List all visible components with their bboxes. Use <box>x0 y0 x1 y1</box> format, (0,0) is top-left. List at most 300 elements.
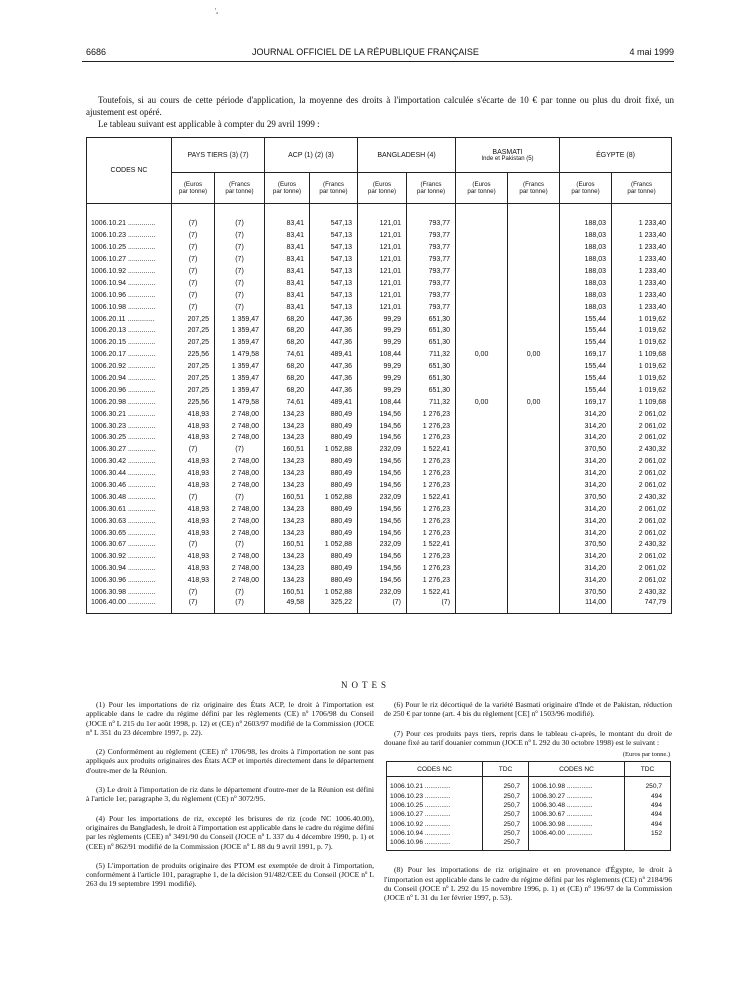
value-cell: (7) <box>215 539 265 551</box>
value-cell: 314,20 <box>560 551 612 563</box>
group-header-egypte: ÉGYPTE (8) <box>560 138 672 173</box>
value-cell <box>508 313 560 325</box>
value-cell: 880,49 <box>310 420 358 432</box>
value-cell <box>508 587 560 599</box>
value-cell <box>508 373 560 385</box>
cn-code-cell: 1006.30.65 .............. <box>87 527 172 539</box>
value-cell: 325,22 <box>310 599 358 614</box>
unit-label: par tonne) <box>367 188 397 195</box>
value-cell: 1 019,62 <box>612 337 672 349</box>
value-cell: (7) <box>215 444 265 456</box>
value-cell: 194,56 <box>358 551 407 563</box>
value-cell: (7) <box>215 491 265 503</box>
intro-paragraph: Toutefois, si au cours de cette période d'application, la moyenne des droits à l'importation calculée s'écarte de 10 € par tonne ou plus du droit fixé, un ajustement est opéré. <box>86 95 674 117</box>
value-cell: 880,49 <box>310 480 358 492</box>
cn-code-cell: 1006.20.11 .............. <box>87 313 172 325</box>
value-cell: 651,30 <box>407 313 456 325</box>
value-cell: 0,00 <box>456 396 508 408</box>
value-cell: 1 276,23 <box>407 432 456 444</box>
value-cell <box>456 289 508 301</box>
value-cell: 83,41 <box>265 242 310 254</box>
table-row <box>87 301 672 313</box>
table-row <box>87 444 672 456</box>
value-cell <box>456 277 508 289</box>
value-cell: 1 359,47 <box>215 373 265 385</box>
value-cell: 194,56 <box>358 468 407 480</box>
value-cell: 1 052,88 <box>310 491 358 503</box>
basmati-sublabel: Inde et Pakistan (5) <box>481 155 534 162</box>
value-cell <box>508 384 560 396</box>
value-cell: (7) <box>172 491 215 503</box>
spacer-cell <box>407 204 456 219</box>
value-cell: 418,93 <box>172 480 215 492</box>
value-cell: (7) <box>407 599 456 614</box>
table-row <box>87 468 672 480</box>
value-cell: (7) <box>215 218 265 230</box>
value-cell: 1 276,23 <box>407 480 456 492</box>
unit-header-euros <box>172 173 215 204</box>
value-cell: 160,51 <box>265 491 310 503</box>
value-cell: 207,25 <box>172 337 215 349</box>
value-cell: 194,56 <box>358 420 407 432</box>
table-row <box>87 575 672 587</box>
group-header-basmati <box>456 138 560 173</box>
tdc-row <box>387 810 671 819</box>
value-cell: 0,00 <box>456 349 508 361</box>
unit-header-francs <box>310 173 358 204</box>
note-1: (1) Pour les importations de riz originaire des États ACP, le droit à l'importation est applicable dans le cadre du régime défini par les règlements (CE) nº 1706/98 du Conseil (JOCE nº L 215 du 1er août 1998, p. 12) et (CE) nº 2603/97 modifié de la Commission (JOCE nº L 351 du 23 décembre 1997, p. 22). <box>86 700 374 737</box>
value-cell: 1 276,23 <box>407 503 456 515</box>
value-cell: 418,93 <box>172 527 215 539</box>
value-cell <box>508 432 560 444</box>
value-cell: 169,17 <box>560 349 612 361</box>
value-cell: (7) <box>215 587 265 599</box>
value-cell: 68,20 <box>265 325 310 337</box>
table-row <box>87 361 672 373</box>
value-cell: 99,29 <box>358 337 407 349</box>
unit-header-francs <box>508 173 560 204</box>
value-cell: 1 019,62 <box>612 313 672 325</box>
value-cell: 880,49 <box>310 503 358 515</box>
tdc-header-tdc: TDC <box>483 762 529 777</box>
value-cell: 121,01 <box>358 289 407 301</box>
value-cell: 194,56 <box>358 408 407 420</box>
spacer-cell <box>87 204 172 219</box>
value-cell: 547,13 <box>310 277 358 289</box>
table-row <box>87 277 672 289</box>
value-cell <box>456 254 508 266</box>
value-cell: 651,30 <box>407 325 456 337</box>
tdc-code-cell: 1006.10.27 .............. <box>387 810 483 819</box>
table-row <box>87 289 672 301</box>
publication-date: 4 mai 1999 <box>629 47 674 57</box>
value-cell: (7) <box>215 599 265 614</box>
unit-label: par tonne) <box>319 188 348 195</box>
value-cell: 2 748,00 <box>215 551 265 563</box>
value-cell: 188,03 <box>560 277 612 289</box>
value-cell: 134,23 <box>265 408 310 420</box>
value-cell: 194,56 <box>358 432 407 444</box>
value-cell <box>456 599 508 614</box>
tdc-row <box>387 801 671 810</box>
tdc-row <box>387 838 671 851</box>
tdc-header-codes: CODES NC <box>529 762 625 777</box>
value-cell <box>508 456 560 468</box>
unit-header-row <box>87 173 672 204</box>
unit-label: (Francs <box>229 180 250 188</box>
value-cell: 188,03 <box>560 289 612 301</box>
value-cell <box>508 289 560 301</box>
table-row <box>87 373 672 385</box>
value-cell <box>508 254 560 266</box>
value-cell: 74,61 <box>265 396 310 408</box>
value-cell: (7) <box>172 444 215 456</box>
value-cell: 188,03 <box>560 266 612 278</box>
tdc-row <box>387 777 671 792</box>
cn-code-cell: 1006.30.27 .............. <box>87 444 172 456</box>
value-cell: 1 359,47 <box>215 361 265 373</box>
cn-code-cell: 1006.10.98 .............. <box>87 301 172 313</box>
table-row <box>87 349 672 361</box>
value-cell: 2 748,00 <box>215 515 265 527</box>
value-cell: 121,01 <box>358 230 407 242</box>
value-cell <box>456 539 508 551</box>
value-cell: 83,41 <box>265 218 310 230</box>
intro-text <box>86 95 674 118</box>
spacer-cell <box>310 204 358 219</box>
value-cell: (7) <box>172 230 215 242</box>
value-cell <box>456 587 508 599</box>
value-cell: 2 061,02 <box>612 551 672 563</box>
value-cell: 83,41 <box>265 289 310 301</box>
value-cell: 314,20 <box>560 527 612 539</box>
value-cell: (7) <box>172 218 215 230</box>
tdc-unit-label: (Euros par tonne.) <box>622 751 670 759</box>
notes-left-column <box>86 700 374 899</box>
note-4: (4) Pour les importations de riz, excepté les brisures de riz (code NC 1006.40.00), originaires du Bangladesh, le droit à l'importation est applicable dans le cadre du régime défini par les règlements (CEE) nº 3491/90 du Conseil (JOCE nº L 337 du 4 décembre 1990, p. 1) et (CEE) nº 862/91 modifié de la Commission (JOCE nº L 88 du 9 avril 1991, p. 7). <box>86 813 374 851</box>
value-cell: 793,77 <box>407 242 456 254</box>
value-cell: (7) <box>215 254 265 266</box>
value-cell: 793,77 <box>407 218 456 230</box>
unit-label: (Francs <box>420 180 442 188</box>
value-cell: 447,36 <box>310 373 358 385</box>
value-cell: 1 233,40 <box>612 301 672 313</box>
unit-header-euros <box>358 173 407 204</box>
cn-code-cell: 1006.20.13 .............. <box>87 325 172 337</box>
value-cell <box>456 480 508 492</box>
value-cell: 1 359,47 <box>215 325 265 337</box>
value-cell: 418,93 <box>172 468 215 480</box>
value-cell: 2 430,32 <box>612 539 672 551</box>
table-row <box>87 242 672 254</box>
value-cell: 447,36 <box>310 361 358 373</box>
value-cell: (7) <box>215 230 265 242</box>
value-cell: 418,93 <box>172 515 215 527</box>
value-cell: 114,00 <box>560 599 612 614</box>
value-cell: 99,29 <box>358 313 407 325</box>
value-cell: 547,13 <box>310 230 358 242</box>
tdc-header-codes: CODES NC <box>387 762 483 777</box>
basmati-label: BASMATI <box>492 148 523 156</box>
value-cell: 1 522,41 <box>407 539 456 551</box>
cn-code-cell: 1006.30.48 .............. <box>87 491 172 503</box>
tdc-code-cell: 1006.10.25 .............. <box>387 801 483 810</box>
unit-label: (Francs <box>323 180 344 188</box>
spacer-cell <box>560 204 612 219</box>
value-cell: 1 052,88 <box>310 539 358 551</box>
value-cell: 547,13 <box>310 301 358 313</box>
unit-header-francs <box>612 173 672 204</box>
value-cell: 418,93 <box>172 575 215 587</box>
value-cell: 489,41 <box>310 396 358 408</box>
value-cell: 793,77 <box>407 230 456 242</box>
unit-label: (Euros <box>277 180 297 188</box>
value-cell: 1 359,47 <box>215 313 265 325</box>
value-cell: 314,20 <box>560 420 612 432</box>
value-cell: 2 748,00 <box>215 420 265 432</box>
value-cell: 880,49 <box>310 515 358 527</box>
tdc-code-cell: 1006.30.98 .............. <box>529 820 625 829</box>
value-cell: 1 522,41 <box>407 491 456 503</box>
value-cell <box>456 337 508 349</box>
page-number: 6686 <box>86 47 107 57</box>
value-cell: 314,20 <box>560 575 612 587</box>
unit-label: (Euros <box>576 180 595 188</box>
table-row <box>87 432 672 444</box>
value-cell: 1 359,47 <box>215 337 265 349</box>
cn-code-cell: 1006.20.17 .............. <box>87 349 172 361</box>
value-cell: 314,20 <box>560 515 612 527</box>
value-cell: 207,25 <box>172 373 215 385</box>
value-cell: 134,23 <box>265 515 310 527</box>
table-row <box>87 254 672 266</box>
table-row <box>87 456 672 468</box>
value-cell <box>508 599 560 614</box>
table-row <box>87 563 672 575</box>
value-cell: 1 276,23 <box>407 468 456 480</box>
unit-header-euros <box>456 173 508 204</box>
unit-label: par tonne) <box>416 188 446 195</box>
spacer-cell <box>508 204 560 219</box>
value-cell: 207,25 <box>172 325 215 337</box>
value-cell: 547,13 <box>310 242 358 254</box>
value-cell <box>456 230 508 242</box>
tdc-code-cell: 1006.30.48 .............. <box>529 801 625 810</box>
note-6: (6) Pour le riz décortiqué de la variété Basmati originaire d'Inde et de Pakistan, réduction de 250 € par tonne (art. 4 bis du règlement [CE] nº 1503/96 modifié). <box>384 700 672 719</box>
tdc-table <box>386 761 671 851</box>
table-row <box>87 587 672 599</box>
value-cell: 121,01 <box>358 277 407 289</box>
intro-text-2 <box>86 119 674 131</box>
value-cell: 1 276,23 <box>407 515 456 527</box>
value-cell: 1 233,40 <box>612 277 672 289</box>
value-cell: 2 061,02 <box>612 527 672 539</box>
value-cell: 1 019,62 <box>612 384 672 396</box>
value-cell <box>508 242 560 254</box>
value-cell: 447,36 <box>310 325 358 337</box>
value-cell: 880,49 <box>310 456 358 468</box>
note-5: (5) L'importation de produits originaire des PTOM est exemptée de droit à l'importation, conformément à l'article 101, paragraphe 1, de la décision 91/482/CEE du Conseil (JOCE nº L 263 du 19 septembre 1991 modifié). <box>86 860 374 889</box>
tdc-code-cell: 1006.40.00 .............. <box>529 829 625 838</box>
cn-code-cell: 1006.30.96 .............. <box>87 575 172 587</box>
cn-code-cell: 1006.10.21 .............. <box>87 218 172 230</box>
value-cell: 880,49 <box>310 575 358 587</box>
tdc-value-cell: 494 <box>625 820 671 829</box>
value-cell: (7) <box>215 289 265 301</box>
value-cell: 194,56 <box>358 527 407 539</box>
value-cell <box>508 277 560 289</box>
value-cell <box>508 325 560 337</box>
value-cell <box>456 384 508 396</box>
cn-code-cell: 1006.30.25 .............. <box>87 432 172 444</box>
value-cell: 155,44 <box>560 384 612 396</box>
unit-label: (Euros <box>372 180 392 188</box>
value-cell: (7) <box>215 242 265 254</box>
import-duties-table <box>86 137 672 614</box>
value-cell: 793,77 <box>407 277 456 289</box>
value-cell: 2 430,32 <box>612 444 672 456</box>
value-cell: 225,56 <box>172 349 215 361</box>
tdc-value-cell: 250,7 <box>483 838 529 851</box>
value-cell <box>456 491 508 503</box>
value-cell: 547,13 <box>310 289 358 301</box>
value-cell: 711,32 <box>407 396 456 408</box>
value-cell <box>456 266 508 278</box>
cn-code-cell: 1006.30.98 .............. <box>87 587 172 599</box>
tdc-code-cell <box>529 838 625 851</box>
tdc-code-cell: 1006.10.92 .............. <box>387 820 483 829</box>
value-cell: 188,03 <box>560 242 612 254</box>
value-cell: 314,20 <box>560 456 612 468</box>
value-cell: 134,23 <box>265 456 310 468</box>
value-cell: 2 748,00 <box>215 456 265 468</box>
value-cell: 651,30 <box>407 361 456 373</box>
value-cell: 1 276,23 <box>407 408 456 420</box>
value-cell <box>508 361 560 373</box>
notes-title: NOTES <box>341 680 390 690</box>
value-cell: (7) <box>172 266 215 278</box>
cn-code-cell: 1006.30.46 .............. <box>87 480 172 492</box>
cn-code-cell: 1006.10.96 .............. <box>87 289 172 301</box>
value-cell: 169,17 <box>560 396 612 408</box>
value-cell: 314,20 <box>560 503 612 515</box>
value-cell: 121,01 <box>358 242 407 254</box>
value-cell <box>508 480 560 492</box>
value-cell: 194,56 <box>358 480 407 492</box>
value-cell: 194,56 <box>358 563 407 575</box>
tdc-code-cell: 1006.10.98 .............. <box>529 777 625 792</box>
value-cell: 0,00 <box>508 349 560 361</box>
table-row <box>87 480 672 492</box>
value-cell: 1 276,23 <box>407 563 456 575</box>
value-cell: 49,58 <box>265 599 310 614</box>
value-cell: 1 479,58 <box>215 349 265 361</box>
value-cell <box>456 527 508 539</box>
value-cell: 68,20 <box>265 373 310 385</box>
value-cell <box>508 420 560 432</box>
value-cell <box>456 456 508 468</box>
cn-code-cell: 1006.20.92 .............. <box>87 361 172 373</box>
tdc-code-cell: 1006.10.21 .............. <box>387 777 483 792</box>
value-cell: 880,49 <box>310 408 358 420</box>
value-cell: 188,03 <box>560 254 612 266</box>
value-cell: 314,20 <box>560 563 612 575</box>
tdc-value-cell: 250,7 <box>483 801 529 810</box>
tdc-value-cell: 250,7 <box>483 792 529 801</box>
value-cell: 68,20 <box>265 337 310 349</box>
value-cell: 1 276,23 <box>407 575 456 587</box>
cn-code-cell: 1006.30.21 .............. <box>87 408 172 420</box>
value-cell: 121,01 <box>358 301 407 313</box>
value-cell <box>508 230 560 242</box>
value-cell: (7) <box>172 599 215 614</box>
value-cell: 207,25 <box>172 384 215 396</box>
value-cell <box>508 408 560 420</box>
tdc-row <box>387 829 671 838</box>
value-cell: 160,51 <box>265 587 310 599</box>
value-cell: 68,20 <box>265 361 310 373</box>
value-cell: 1 052,88 <box>310 444 358 456</box>
table-row <box>87 599 672 614</box>
value-cell: 99,29 <box>358 325 407 337</box>
value-cell: 194,56 <box>358 575 407 587</box>
value-cell: (7) <box>172 301 215 313</box>
value-cell: 651,30 <box>407 384 456 396</box>
value-cell: (7) <box>172 254 215 266</box>
value-cell: 651,30 <box>407 373 456 385</box>
value-cell: 1 276,23 <box>407 456 456 468</box>
value-cell: 2 748,00 <box>215 563 265 575</box>
codes-nc-header: CODES NC <box>87 138 172 204</box>
tdc-code-cell: 1006.10.23 .............. <box>387 792 483 801</box>
value-cell <box>456 575 508 587</box>
value-cell <box>456 420 508 432</box>
value-cell <box>508 527 560 539</box>
value-cell: (7) <box>172 289 215 301</box>
tdc-value-cell: 250,7 <box>483 777 529 792</box>
value-cell <box>456 444 508 456</box>
spacer-cell <box>265 204 310 219</box>
tdc-code-cell: 1006.30.27 .............. <box>529 792 625 801</box>
cn-code-cell: 1006.30.92 .............. <box>87 551 172 563</box>
spacer-cell <box>172 204 215 219</box>
group-header-acp: ACP (1) (2) (3) <box>265 138 358 173</box>
value-cell: 711,32 <box>407 349 456 361</box>
cn-code-cell: 1006.30.67 .............. <box>87 539 172 551</box>
value-cell: (7) <box>172 242 215 254</box>
value-cell: 651,30 <box>407 337 456 349</box>
value-cell: 99,29 <box>358 373 407 385</box>
value-cell: 2 061,02 <box>612 408 672 420</box>
note-8: (8) Pour les importations de riz originaire et en provenance d'Égypte, le droit à l'importation est applicable dans le cadre du régime défini par les règlements (CE) nº 2184/96 du Conseil (JOCE nº L 292 du 15 novembre 1996, p. 1) et (CE) nº 196/97 de la Commission (JOCE nº L 31 du 1er février 1997, p. 53). <box>384 865 672 903</box>
value-cell: 447,36 <box>310 337 358 349</box>
value-cell: 83,41 <box>265 266 310 278</box>
value-cell: 134,23 <box>265 563 310 575</box>
value-cell: 134,23 <box>265 468 310 480</box>
value-cell <box>508 218 560 230</box>
table-row <box>87 313 672 325</box>
cn-code-cell: 1006.30.61 .............. <box>87 503 172 515</box>
value-cell: 2 061,02 <box>612 480 672 492</box>
value-cell <box>508 491 560 503</box>
value-cell: 793,77 <box>407 289 456 301</box>
value-cell: 1 233,40 <box>612 218 672 230</box>
value-cell: 68,20 <box>265 313 310 325</box>
value-cell: 1 109,68 <box>612 349 672 361</box>
cn-code-cell: 1006.30.63 .............. <box>87 515 172 527</box>
value-cell <box>508 515 560 527</box>
value-cell: 134,23 <box>265 551 310 563</box>
